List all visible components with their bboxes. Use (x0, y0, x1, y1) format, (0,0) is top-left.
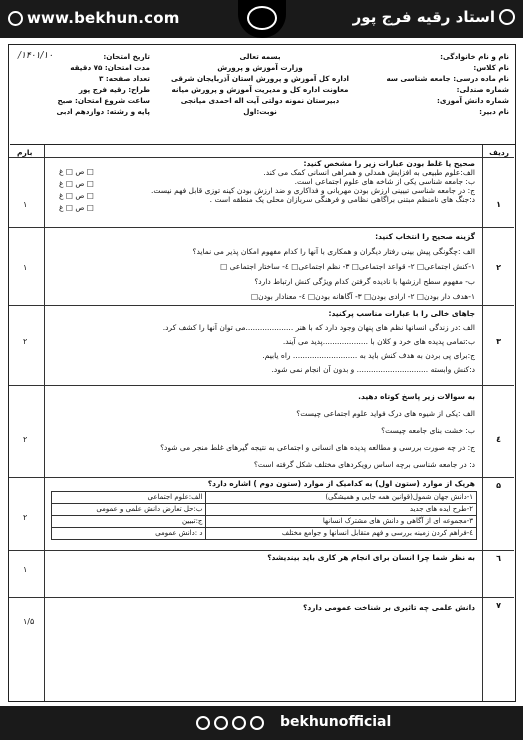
question-number: ۳ (496, 337, 501, 346)
question-4: به سوالات زیر پاسخ کوتاه دهید. الف :یکی از شیوه های درک فواید علوم اجتماعی چیست؟ ب: خشت بنای جامعه چیست؟ ج: در چه صورت بررسی و مطالعه پدیده های انسانی و اجتماعی به نتیجه گیرهای غلط منجر می شود؟ د: در جامعه شناسی برچه اساس رویکردهای مختلف شکل گرفته است؟ (160, 392, 475, 469)
social-handle[interactable]: bekhunofficial (280, 714, 392, 730)
row-divider (9, 597, 514, 598)
telegram-icon[interactable] (214, 716, 228, 730)
column-header-divider (9, 157, 514, 158)
question-number: ٤ (496, 435, 501, 444)
row-column-divider (482, 145, 483, 701)
youtube-icon[interactable] (232, 716, 246, 730)
question-score: ۲ (23, 435, 28, 444)
exam-date-handwritten: ۱۴۰۱/۱۰/ (18, 51, 54, 61)
true-false-options[interactable]: ص □ غ □ ص □ غ □ ص □ غ □ ص □ غ □ (59, 167, 94, 212)
instagram-icon[interactable] (196, 716, 210, 730)
table-row: ۱-دانش جهان شمول(قوانین همه جایی و همیشگی) الف:علوم اجتماعی (52, 492, 477, 504)
header-student-info: نام و نام خانوادگی: نام کلاس: نام ماده درسی: جامعه شناسی سه شماره صندلی: شماره دانش آموزی: نام دبیر: (386, 52, 509, 116)
teacher-name: استاد رقیه فرج پور (353, 8, 515, 26)
question-5: هریک از موارد (ستون اول) به کدامیک از موارد (ستون دوم ) اشاره دارد؟ (207, 479, 475, 488)
header-school-info: بسمه تعالی وزارت آموزش و پرورش اداره کل آموزش و پرورش استان آذربایجان شرقی معاونت اداره کل و مدیریت آموزش و پرورش میانه دبیرستان نمونه دولتی آیت اله احمدی میانجی نوبت:اول (171, 52, 349, 116)
row-divider (9, 550, 514, 551)
exam-header (10, 45, 515, 145)
question-2: گزینه صحیح را انتخاب کنید: الف :چگونگی پیش بینی رفتار دیگران و همکاری با آنها را کدام مفهوم امکان پذیر می نماید؟ ۱-کنش اجتماعی□ ۲- قواعد اجتماعی□ ۳- نظم اجتماعی□ ٤- ساختار اجتماعی □ ب- مفهوم سطح ارزشها با نادیده گرفتن کدام ویژگی کنش ارتباط دارد؟ ۱-هدف دار بودن□ ۲- ارادی بودن□ ۳- آگاهانه بودن□ ٤- معنادار بودن□ (192, 232, 475, 301)
row-divider (9, 227, 514, 228)
exam-paper (8, 44, 516, 702)
table-row: ۲-طرح ایده های جدید ب:حل تعارض دانش علمی و عمومی (52, 504, 477, 516)
bottom-banner (0, 706, 523, 740)
header-exam-info: تاریخ امتحان: مدت امتحان: ۷۵ دقیقه تعداد صفحه: ۳ طراح: رقیه فرج پور ساعت شروع امتحان: صبح پایه و رشته: دوازدهم ادبی (56, 52, 150, 116)
brand-logo (238, 0, 286, 38)
question-score: ۱ (23, 565, 28, 574)
question-number: ۷ (496, 601, 501, 610)
table-row: ٤-فراهم کردن زمینه بررسی و فهم متقابل انسانها و جوامع مختلف د :دانش عمومی (52, 528, 477, 540)
question-number: ۲ (496, 263, 501, 272)
question-number: ۵ (496, 481, 501, 490)
question-score: ۱ (23, 263, 28, 272)
question-score: ۱ (23, 200, 28, 209)
question-1: صحیح یا غلط بودن عبارات زیر را مشخص کنید: الف:علوم طبیعی به افزایش همدلی و همراهی انسانی کمک می کند. ب: جامعه شناسی یکی از شاخه های علوم اجتماعی است. ج: در جامعه شناسی تبیینی ارزش بودن مهربانی و فداکاری و ضد ارزش بودن کینه توزی قابل فهم نیست. د:جنگ های نامنظم مبتنی براگاهی نظامی و فرهنگی سربازان محلی یک منطقه است . (150, 159, 475, 204)
score-column-header: بارم (17, 148, 33, 157)
site-url[interactable]: www.bekhun.com (8, 9, 180, 27)
table-row: ۳-مجموعه ای از آگاهی و دانش های مشترک انسانها ج:تبیین (52, 516, 477, 528)
row-divider (9, 477, 514, 478)
question-7: دانش علمی چه تاثیری بر شناخت عمومی دارد؟ (302, 603, 475, 612)
question-6: به نظر شما چرا انسان برای انجام هر کاری باید بیندیشد؟ (267, 553, 475, 562)
top-banner (0, 0, 523, 38)
row-divider (9, 385, 514, 386)
person-icon (499, 9, 515, 25)
globe-icon (8, 11, 23, 26)
question-number: ٦ (496, 554, 501, 563)
question-score: ۲ (23, 513, 28, 522)
question-number: ۱ (496, 200, 501, 209)
whatsapp-icon[interactable] (250, 716, 264, 730)
question-score: ۲ (23, 337, 28, 346)
score-column-divider (44, 145, 45, 701)
logo-mark (247, 6, 277, 30)
row-column-header: ردیف (489, 148, 509, 157)
question-score: ۱/۵ (23, 617, 35, 626)
row-divider (9, 305, 514, 306)
matching-table (51, 491, 477, 540)
question-3: جاهای خالی را با عبارات مناسب پرکنید: الف :در زندگی انسانها نظم های پنهان وجود دارد که با هنر ....................می توان آنها را کشف کرد. ب:تمامی پدیده های خرد و کلان با ...................پدید می آیند. ج:برای پی بردن به هدف کنش باید به ........................... راه یابیم. د:کنش وابسته .............................. و بدون آن انجام نمی شود. (162, 309, 475, 374)
